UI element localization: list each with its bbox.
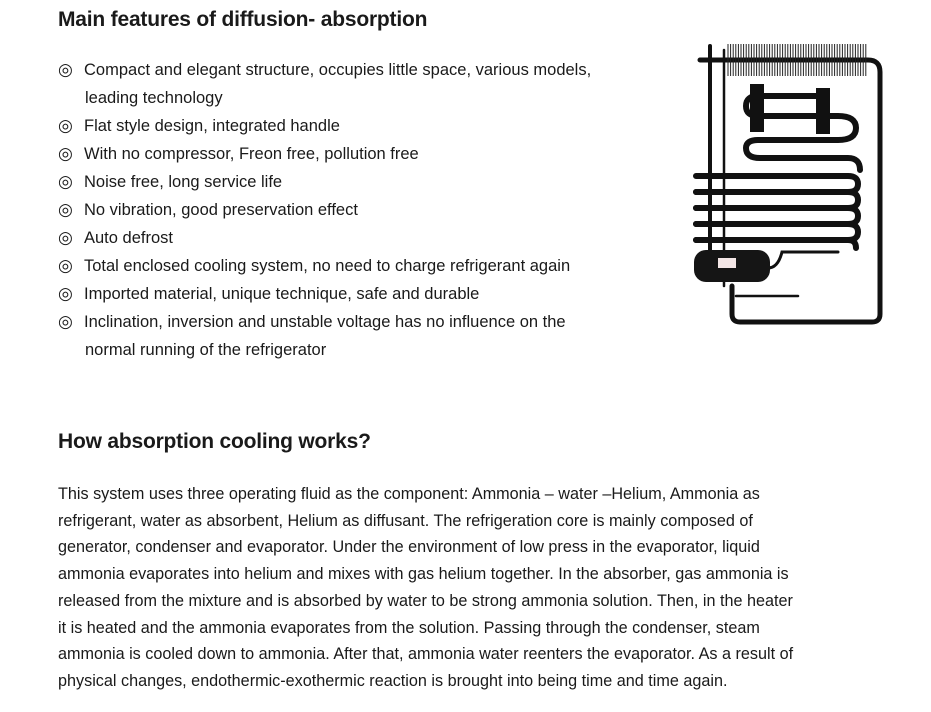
feature-text: Auto defrost [84,229,173,247]
paragraph-line: it is heated and the ammonia evaporates from the solution. Passing through the condenser, steam [58,618,760,637]
bullet-icon: ◎ [58,200,73,219]
feature-item [58,112,591,140]
bullet-icon: ◎ [58,284,73,303]
feature-text: leading technology [85,89,223,107]
paragraph-line: physical changes, endothermic-exothermic reaction is brought into being time and time again. [58,671,728,690]
features-heading: Main features of diffusion- absorption [58,8,428,31]
how-it-works-paragraph [58,481,793,695]
features-list [58,56,591,364]
feature-text: No vibration, good preservation effect [84,201,358,219]
feature-text: normal running of the refrigerator [85,341,327,359]
bullet-icon: ◎ [58,228,73,247]
feature-text: Flat style design, integrated handle [84,117,340,135]
feature-item [58,196,591,224]
feature-text: Noise free, long service life [84,173,283,191]
feature-text: Inclination, inversion and unstable voltage has no influence on the [84,313,566,331]
feature-item [58,56,591,112]
how-it-works-heading: How absorption cooling works? [58,430,371,453]
bullet-icon: ◎ [58,172,73,191]
absorption-cooling-unit-image [688,36,893,328]
paragraph-line: released from the mixture and is absorbed by water to be strong ammonia solution. Then, in the heater [58,591,793,610]
bullet-icon: ◎ [58,256,73,275]
feature-item [58,280,591,308]
paragraph-line: generator, condenser and evaporator. Under the environment of low press in the evaporator, liquid [58,538,760,557]
feature-item [58,308,591,364]
paragraph-line: ammonia is cooled down to ammonia. After that, ammonia water reenters the evaporator. As a result of [58,645,794,664]
bullet-icon: ◎ [58,60,73,79]
paragraph-line: ammonia evaporates into helium and mixes with gas helium together. In the absorber, gas ammonia is [58,565,789,584]
feature-item [58,140,591,168]
paragraph-line: This system uses three operating fluid as the component: Ammonia – water –Helium, Ammonia as [58,485,760,503]
feature-text: With no compressor, Freon free, pollution free [84,145,419,163]
feature-item [58,168,591,196]
feature-text: Compact and elegant structure, occupies little space, various models, [84,61,592,79]
feature-text: Imported material, unique technique, safe and durable [84,285,480,303]
bullet-icon: ◎ [58,116,73,135]
paragraph-line: refrigerant, water as absorbent, Helium as diffusant. The refrigeration core is mainly composed of [58,511,753,530]
feature-item [58,252,591,280]
bullet-icon: ◎ [58,312,73,331]
feature-text: Total enclosed cooling system, no need to charge refrigerant again [84,257,571,275]
feature-item [58,224,591,252]
bullet-icon: ◎ [58,144,73,163]
